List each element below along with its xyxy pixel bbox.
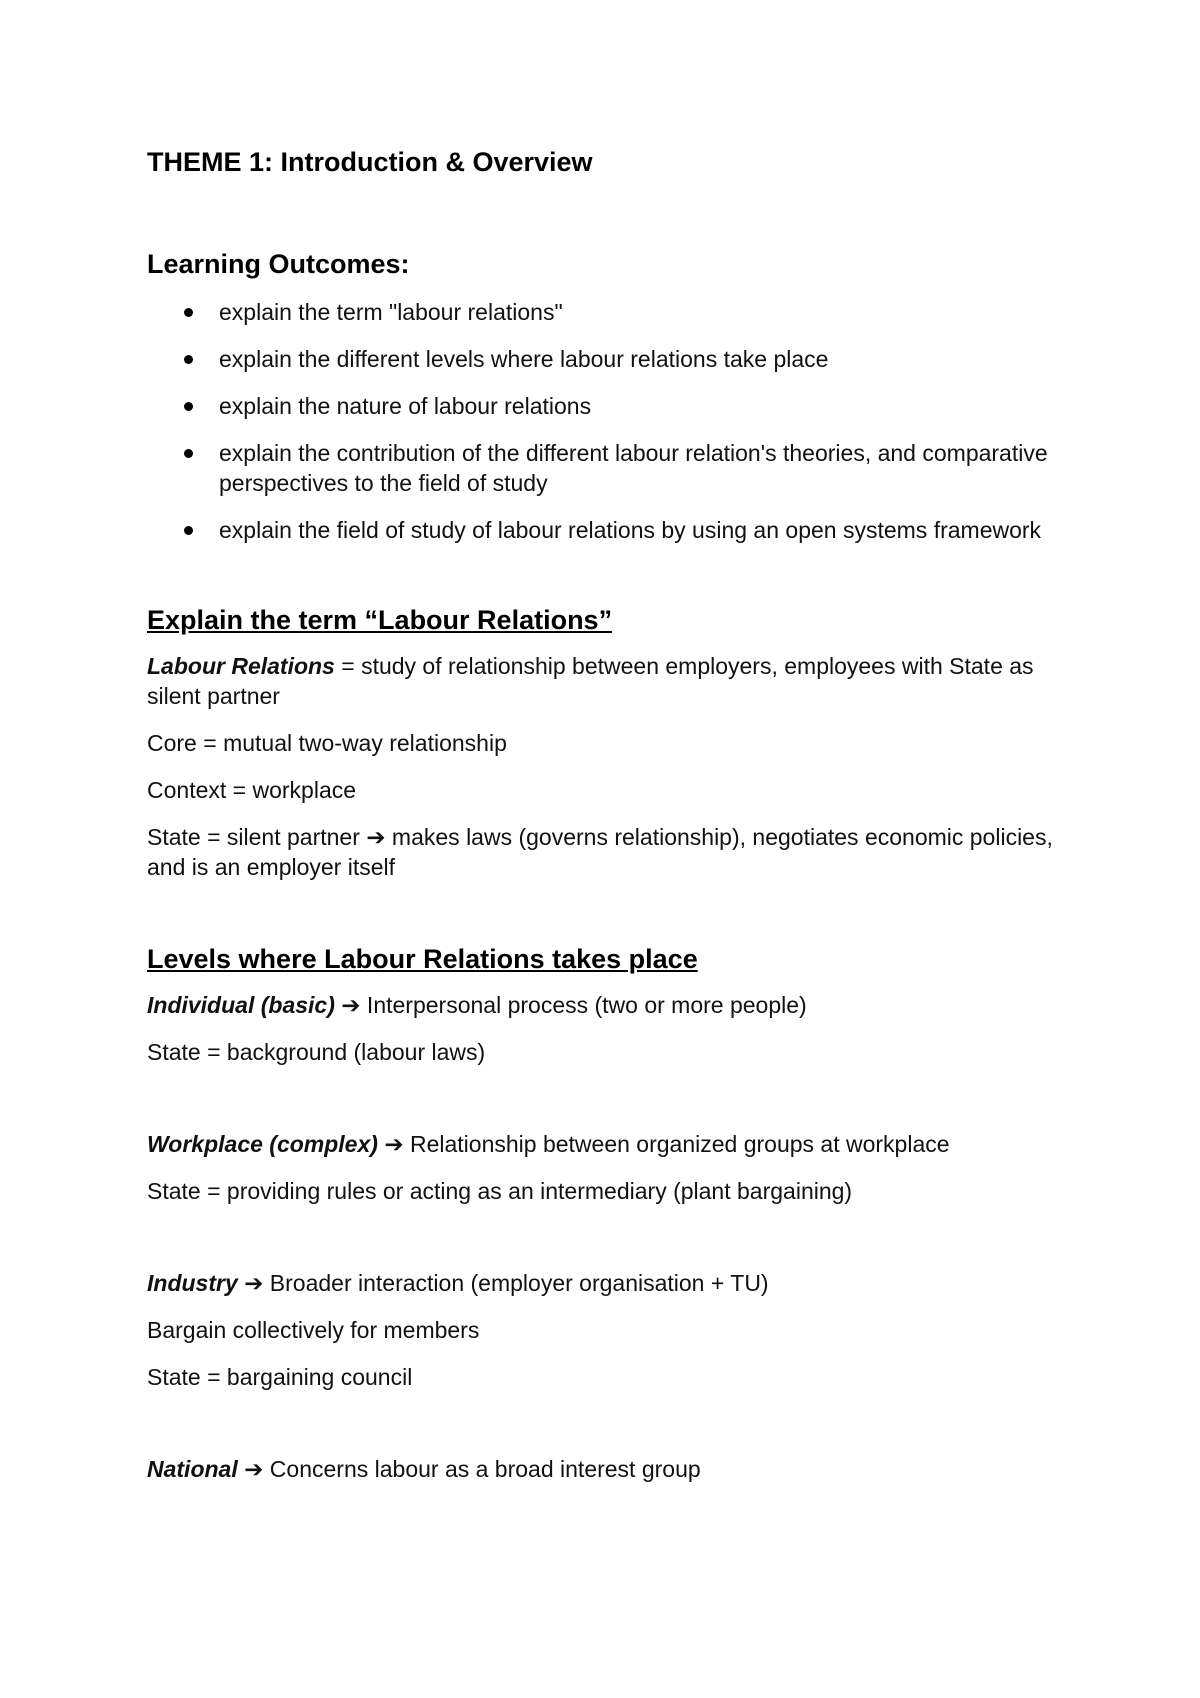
arrow-icon: ➔ xyxy=(341,992,361,1018)
core-line: Core = mutual two-way relationship xyxy=(147,730,507,756)
level-workplace-state: State = providing rules or acting as an intermediary (plant bargaining) xyxy=(147,1178,853,1204)
level-term: National xyxy=(147,1456,238,1482)
level-text: Interpersonal process (two or more people) xyxy=(360,992,807,1018)
list-item xyxy=(147,391,1087,421)
level-term: Industry xyxy=(147,1270,238,1296)
document-page xyxy=(147,145,1087,1484)
bullet-icon xyxy=(184,308,193,317)
learning-outcomes-list xyxy=(147,297,1087,545)
section-heading-labour-relations: Explain the term “Labour Relations” xyxy=(147,605,613,635)
definition-term: Labour Relations xyxy=(147,653,335,679)
arrow-icon: ➔ xyxy=(244,1456,264,1482)
context-line: Context = workplace xyxy=(147,777,357,803)
bullet-icon xyxy=(184,355,193,364)
level-workplace xyxy=(147,1129,1087,1159)
level-text: Concerns labour as a broad interest group xyxy=(263,1456,701,1482)
bullet-icon xyxy=(184,402,193,411)
list-item xyxy=(147,344,1087,374)
level-industry-bargain: Bargain collectively for members xyxy=(147,1317,480,1343)
level-national xyxy=(147,1454,1087,1484)
level-individual xyxy=(147,990,1087,1020)
level-text: Broader interaction (employer organisation + TU) xyxy=(263,1270,769,1296)
level-industry-state: State = bargaining council xyxy=(147,1364,413,1390)
state-line xyxy=(147,822,1087,882)
state-prefix: State = silent partner xyxy=(147,824,367,850)
list-item xyxy=(147,438,1087,498)
level-term: Individual (basic) xyxy=(147,992,335,1018)
section-heading-levels: Levels where Labour Relations takes place xyxy=(147,944,698,974)
list-item-text: explain the field of study of labour relations by using an open systems framework xyxy=(219,517,1042,543)
list-item xyxy=(147,297,1087,327)
level-term: Workplace (complex) xyxy=(147,1131,378,1157)
definition-text: = study of relationship between employers, employees with State as silent partner xyxy=(147,653,1034,709)
bullet-icon xyxy=(184,449,193,458)
definition-paragraph xyxy=(147,651,1087,711)
list-item xyxy=(147,515,1087,545)
level-individual-state: State = background (labour laws) xyxy=(147,1039,486,1065)
arrow-icon: ➔ xyxy=(366,824,386,850)
arrow-icon: ➔ xyxy=(384,1131,404,1157)
list-item-text: explain the contribution of the different labour relation's theories, and comparative perspectives to the field of study xyxy=(219,440,1048,496)
level-text: Relationship between organized groups at workplace xyxy=(403,1131,950,1157)
bullet-icon xyxy=(184,526,193,535)
list-item-text: explain the nature of labour relations xyxy=(219,393,592,419)
level-industry xyxy=(147,1268,1087,1298)
arrow-icon: ➔ xyxy=(244,1270,264,1296)
list-item-text: explain the term "labour relations" xyxy=(219,299,563,325)
list-item-text: explain the different levels where labour relations take place xyxy=(219,346,829,372)
state-suffix: makes laws (governs relationship), negotiates economic policies, and is an employer itself xyxy=(147,824,1053,880)
learning-outcomes-heading: Learning Outcomes: xyxy=(147,249,410,279)
document-title: THEME 1: Introduction & Overview xyxy=(147,147,593,177)
